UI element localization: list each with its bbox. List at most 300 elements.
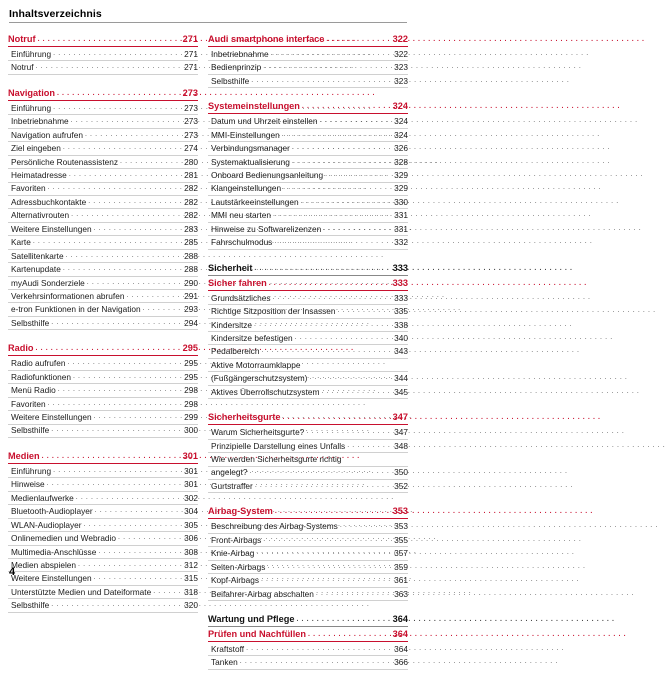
dot-leader — [283, 183, 390, 195]
dot-leader — [51, 425, 180, 437]
toc-entry-page: 350 — [394, 467, 408, 478]
dot-leader — [338, 305, 390, 317]
toc-entry-page: 344 — [394, 373, 408, 384]
toc-entry[interactable] — [8, 236, 198, 248]
dot-leader — [251, 75, 390, 87]
dot-leader — [47, 478, 180, 490]
dot-leader — [38, 33, 180, 46]
toc-entry-page: 361 — [394, 575, 408, 586]
toc-entry[interactable] — [8, 196, 198, 208]
chapter-heading-wrap — [208, 628, 408, 642]
toc-entry[interactable] — [8, 48, 198, 60]
chapter-heading-page: 353 — [392, 506, 408, 517]
toc-entry[interactable] — [8, 250, 198, 262]
chapter-heading-wrap — [208, 411, 408, 425]
dot-leader — [153, 586, 180, 598]
toc-entry-page: 347 — [394, 427, 408, 438]
chapter-heading[interactable] — [208, 411, 408, 424]
toc-entry[interactable] — [208, 534, 408, 546]
toc-entry[interactable] — [208, 480, 408, 492]
dot-leader — [340, 520, 390, 532]
entry-divider — [208, 669, 408, 670]
toc-entry-page: 323 — [394, 62, 408, 73]
toc-entry[interactable] — [8, 183, 198, 195]
chapter-heading[interactable] — [208, 505, 408, 518]
toc-entry-label: Bedienprinzip — [211, 62, 262, 73]
toc-entry-page: 333 — [394, 292, 408, 303]
toc-entry[interactable] — [208, 574, 408, 586]
toc-entry-label: MMI neu starten — [211, 210, 271, 221]
toc-entry[interactable] — [208, 426, 408, 438]
toc-entry-page: 315 — [184, 573, 198, 584]
dot-leader — [292, 156, 390, 168]
toc-entry-page: 293 — [184, 304, 198, 315]
dot-leader — [85, 129, 180, 141]
toc-entry-page: 305 — [184, 519, 198, 530]
toc-entry-page: 298 — [184, 385, 198, 396]
toc-section — [8, 450, 198, 613]
toc-entry-label: Medienlaufwerke — [11, 492, 74, 503]
toc-entry[interactable] — [208, 196, 408, 208]
chapter-heading-wrap — [208, 100, 408, 114]
toc-section — [208, 100, 408, 249]
dot-leader — [323, 223, 390, 235]
dot-leader — [302, 100, 390, 113]
toc-entry[interactable] — [8, 532, 198, 544]
dot-leader — [344, 453, 406, 465]
toc-entry-label: Unterstützte Medien und Dateiformate — [11, 586, 152, 597]
dot-leader — [48, 398, 180, 410]
dot-leader — [282, 129, 390, 141]
toc-entry[interactable] — [8, 277, 198, 289]
chapter-heading[interactable] — [208, 33, 408, 46]
toc-entry-label: Selbsthilfe — [211, 75, 250, 86]
toc-entry-label: Menü Radio — [11, 385, 56, 396]
toc-entry-label: Heimatadresse — [11, 170, 67, 181]
toc-entry-label: Wie werden Sicherheitsgurte richtig — [211, 454, 342, 465]
toc-entry-label: Weitere Einstellungen — [11, 573, 92, 584]
entry-divider — [208, 87, 408, 88]
toc-entry[interactable] — [208, 61, 408, 73]
toc-entry-page: 282 — [184, 183, 198, 194]
toc-entry-label: Kopf-Airbags — [211, 575, 259, 586]
toc-entry[interactable] — [8, 156, 198, 168]
toc-entry-page: 294 — [184, 317, 198, 328]
toc-entry-label: Aktive Motorraumklappe — [211, 359, 301, 370]
dot-leader — [143, 303, 180, 315]
dot-leader — [263, 61, 390, 73]
toc-entry[interactable] — [208, 223, 408, 235]
toc-section — [8, 342, 198, 438]
toc-entry-label: Navigation aufrufen — [11, 129, 83, 140]
toc-entry-page: 326 — [394, 143, 408, 154]
dot-leader — [263, 534, 390, 546]
toc-entry-page: 352 — [394, 480, 408, 491]
toc-entry-label: Seiten-Airbags — [211, 561, 266, 572]
toc-section — [208, 613, 408, 670]
toc-entry[interactable] — [208, 183, 408, 195]
toc-entry-page: 282 — [184, 196, 198, 207]
dot-leader — [67, 357, 180, 369]
dot-leader — [63, 142, 180, 154]
toc-entry-label: Lautstärkeeinstellungen — [211, 196, 299, 207]
toc-entry[interactable] — [208, 345, 408, 357]
toc-entry-label: Richtige Sitzposition der Insassen — [211, 306, 336, 317]
entry-divider — [8, 329, 198, 330]
toc-entry-label: Kraftstoff — [211, 643, 245, 654]
entry-divider — [208, 249, 408, 250]
toc-entry[interactable] — [8, 129, 198, 141]
toc-entry-label: Verkehrsinformationen abrufen — [11, 290, 125, 301]
toc-entry-label: MMI-Einstellungen — [211, 129, 280, 140]
toc-entry-label: Inbetriebnahme — [11, 116, 69, 127]
dot-leader — [94, 572, 180, 584]
toc-entry-page: 348 — [394, 440, 408, 451]
toc-entry-label: Aktives Überrollschutzsystem — [211, 386, 320, 397]
toc-entry[interactable] — [8, 398, 198, 410]
dot-leader — [347, 440, 390, 452]
dot-leader — [295, 332, 390, 344]
toc-entry[interactable] — [8, 102, 198, 114]
entry-divider — [208, 600, 408, 601]
toc-entry[interactable] — [8, 411, 198, 423]
toc-entry[interactable] — [208, 656, 408, 668]
toc-entry-label: Adressbuchkontakte — [11, 196, 87, 207]
dot-leader — [283, 411, 391, 424]
toc-entry[interactable] — [208, 547, 408, 559]
toc-entry[interactable] — [208, 386, 408, 398]
toc-entry[interactable] — [8, 599, 198, 611]
toc-entry-page: 288 — [184, 264, 198, 275]
dot-leader — [309, 372, 390, 384]
toc-entry-page: 357 — [394, 548, 408, 559]
toc-entry[interactable] — [8, 290, 198, 302]
toc-entry-page: 329 — [394, 170, 408, 181]
toc-entry[interactable] — [208, 292, 408, 304]
toc-entry-page: 353 — [394, 521, 408, 532]
dot-leader — [33, 236, 180, 248]
dot-leader — [63, 263, 180, 275]
toc-entry-page: 283 — [184, 223, 198, 234]
toc-entry[interactable] — [8, 263, 198, 275]
toc-entry-page: 329 — [394, 183, 408, 194]
toc-entry[interactable] — [208, 372, 408, 384]
toc-entry-label: Medien abspielen — [11, 559, 77, 570]
toc-entry[interactable] — [208, 332, 408, 344]
toc-entry[interactable] — [208, 440, 408, 452]
toc-entry[interactable] — [208, 142, 408, 154]
dot-leader — [42, 450, 180, 463]
dot-leader — [58, 384, 180, 396]
toc-entry[interactable] — [208, 75, 408, 87]
page-header — [0, 0, 416, 24]
toc-entry-page: 324 — [394, 129, 408, 140]
toc-entry-label: Favoriten — [11, 183, 46, 194]
dot-leader — [275, 505, 390, 518]
toc-entry-label: Onlinemedien und Webradio — [11, 533, 117, 544]
part-heading-wrap — [208, 262, 408, 276]
chapter-heading-page: 322 — [392, 34, 408, 44]
part-heading[interactable] — [208, 262, 408, 275]
toc-entry-page: 328 — [394, 156, 408, 167]
toc-entry[interactable] — [208, 561, 408, 573]
toc-entry-label: Beschreibung des Airbag-Systems — [211, 521, 338, 532]
toc-entry[interactable] — [208, 520, 408, 532]
toc-entry-label: Klangeinstellungen — [211, 183, 282, 194]
toc-entry-page: 330 — [394, 196, 408, 207]
toc-entry-label: WLAN-Audioplayer — [11, 519, 82, 530]
toc-entry[interactable] — [8, 546, 198, 558]
dot-leader — [325, 169, 390, 181]
toc-entry-page: 308 — [184, 546, 198, 557]
toc-entry-page: 271 — [184, 48, 198, 59]
dot-leader — [120, 156, 180, 168]
toc-entry-page: 322 — [394, 48, 408, 59]
part-heading-page: 364 — [392, 614, 408, 624]
toc-entry[interactable] — [8, 61, 198, 73]
chapter-heading-label: Medien — [8, 450, 40, 461]
dot-leader — [69, 169, 180, 181]
dot-leader — [51, 317, 180, 329]
dot-leader — [51, 599, 180, 611]
toc-entry-label: Front-Airbags — [211, 534, 262, 545]
entry-divider — [8, 437, 198, 438]
dot-leader — [274, 236, 390, 248]
toc-entry[interactable] — [208, 209, 408, 221]
toc-entry-label: Bluetooth-Audioplayer — [11, 506, 93, 517]
toc-entry-page: 281 — [184, 170, 198, 181]
toc-entry-label: Weitere Einstellungen — [11, 412, 92, 423]
dot-leader — [98, 546, 180, 558]
chapter-heading[interactable] — [8, 87, 198, 100]
toc-entry-page: 359 — [394, 561, 408, 572]
dot-leader — [246, 643, 390, 655]
toc-entry-label: Verbindungsmanager — [211, 143, 290, 154]
toc-entry-page: 304 — [184, 506, 198, 517]
toc-entry-page: 335 — [394, 306, 408, 317]
dot-leader — [53, 102, 180, 114]
part-heading-wrap — [208, 613, 408, 627]
toc-entry[interactable] — [208, 48, 408, 60]
chapter-heading[interactable] — [208, 628, 408, 641]
toc-entry-page: 290 — [184, 277, 198, 288]
toc-entry-label: Einführung — [11, 102, 52, 113]
toc-entry[interactable] — [8, 142, 198, 154]
chapter-heading[interactable] — [208, 277, 408, 290]
chapter-heading[interactable] — [8, 450, 198, 463]
toc-entry-label: Notruf — [11, 62, 34, 73]
toc-entry-page: 332 — [394, 237, 408, 248]
dot-leader — [36, 61, 180, 73]
toc-section — [208, 262, 408, 400]
toc-entry-label: Multimedia-Anschlüsse — [11, 546, 97, 557]
dot-leader — [88, 196, 180, 208]
toc-section — [208, 505, 408, 601]
dot-leader — [316, 588, 390, 600]
dot-leader — [261, 345, 390, 357]
toc-entry[interactable] — [8, 572, 198, 584]
chapter-heading-label: Radio — [8, 343, 34, 354]
toc-entry-label: Favoriten — [11, 398, 46, 409]
toc-entry[interactable] — [208, 359, 408, 371]
toc-entry-label: Warum Sicherheitsgurte? — [211, 427, 305, 438]
chapter-heading-page: 271 — [182, 34, 198, 44]
toc-entry[interactable] — [8, 223, 198, 235]
toc-entry-page: 301 — [184, 479, 198, 490]
dot-leader — [321, 386, 390, 398]
toc-entry[interactable] — [8, 317, 198, 329]
toc-entry-page: 282 — [184, 210, 198, 221]
toc-entry-page: 312 — [184, 559, 198, 570]
chapter-heading[interactable] — [208, 100, 408, 113]
toc-entry[interactable] — [8, 505, 198, 517]
toc-entry[interactable] — [8, 169, 198, 181]
toc-entry-page: 355 — [394, 534, 408, 545]
toc-entry-page: 338 — [394, 319, 408, 330]
toc-entry[interactable] — [8, 425, 198, 437]
toc-entry[interactable] — [208, 129, 408, 141]
toc-entry-page: 363 — [394, 588, 408, 599]
toc-right-column — [208, 33, 408, 682]
dot-leader — [301, 196, 390, 208]
dot-leader — [320, 115, 390, 127]
dot-leader — [73, 371, 180, 383]
dot-leader — [57, 87, 180, 100]
chapter-heading-page: 347 — [392, 412, 408, 423]
entry-divider — [8, 612, 198, 613]
entry-divider — [8, 74, 198, 75]
toc-entry-page: 340 — [394, 332, 408, 343]
toc-entry[interactable] — [8, 384, 198, 396]
toc-entry-label: Beifahrer-Airbag abschalten — [211, 588, 314, 599]
toc-entry[interactable] — [208, 588, 408, 600]
dot-leader — [254, 319, 390, 331]
toc-entry-label: Pedalbereich — [211, 346, 260, 357]
toc-entry[interactable] — [8, 209, 198, 221]
dot-leader — [292, 142, 390, 154]
chapter-heading-label: Airbag-System — [208, 506, 273, 517]
toc-entry[interactable] — [8, 492, 198, 504]
dot-leader — [94, 411, 180, 423]
toc-entry-label: Karte — [11, 237, 31, 248]
toc-entry-page: 302 — [184, 492, 198, 503]
toc-entry[interactable] — [208, 643, 408, 655]
toc-entry[interactable] — [8, 519, 198, 531]
toc-entry-page: 298 — [184, 398, 198, 409]
toc-entry-label: Prinzipielle Darstellung eines Unfalls — [211, 440, 346, 451]
toc-entry-label: Inbetriebnahme — [211, 48, 269, 59]
toc-entry-label: myAudi Sonderziele — [11, 277, 85, 288]
toc-entry-label: angelegt? — [211, 467, 248, 478]
dot-leader — [126, 290, 180, 302]
toc-entry-page: 285 — [184, 237, 198, 248]
toc-entry-page: 299 — [184, 412, 198, 423]
toc-entry-label: Selbsthilfe — [11, 317, 50, 328]
toc-entry-page: 273 — [184, 116, 198, 127]
chapter-heading[interactable] — [8, 33, 198, 46]
toc-entry-label: Selbsthilfe — [11, 425, 50, 436]
toc-entry[interactable] — [8, 559, 198, 571]
toc-entry[interactable] — [208, 236, 408, 248]
toc-entry-label: Alternativrouten — [11, 210, 70, 221]
part-heading[interactable] — [208, 613, 408, 626]
toc-entry-label: Radio aufrufen — [11, 358, 66, 369]
toc-entry[interactable] — [8, 357, 198, 369]
dot-leader — [308, 628, 390, 641]
chapter-heading[interactable] — [8, 342, 198, 355]
dot-leader — [66, 250, 180, 262]
chapter-heading-wrap — [8, 450, 198, 464]
chapter-heading-page: 295 — [182, 343, 198, 354]
toc-entry[interactable] — [208, 169, 408, 181]
toc-entry-label: Einführung — [11, 465, 52, 476]
entry-divider — [208, 398, 408, 399]
toc-section — [8, 87, 198, 330]
toc-entry[interactable] — [8, 303, 198, 315]
toc-entry-label: Fahrschulmodus — [211, 237, 273, 248]
chapter-heading-wrap — [8, 342, 198, 356]
toc-entry[interactable] — [208, 453, 408, 465]
toc-entry-page: 343 — [394, 346, 408, 357]
toc-entry-label: Kartenupdate — [11, 264, 61, 275]
dot-leader — [255, 480, 390, 492]
toc-entry-page: 288 — [184, 250, 198, 261]
dot-leader — [273, 209, 390, 221]
toc-entry[interactable] — [8, 371, 198, 383]
toc-entry-page: 273 — [184, 129, 198, 140]
dot-leader — [269, 277, 390, 290]
toc-entry-label: Datum und Uhrzeit einstellen — [211, 116, 318, 127]
dot-leader — [78, 559, 180, 571]
toc-entry[interactable] — [208, 319, 408, 331]
toc-entry-label: Onboard Bedienungsanleitung — [211, 170, 324, 181]
dot-leader — [302, 359, 406, 371]
dot-leader — [84, 519, 180, 531]
toc-entry-label: Kindersitze befestigen — [211, 332, 293, 343]
toc-entry-label: Selbsthilfe — [11, 600, 50, 611]
toc-entry[interactable] — [8, 586, 198, 598]
toc-entry[interactable] — [208, 115, 408, 127]
dot-leader — [71, 115, 180, 127]
chapter-heading-wrap — [208, 33, 408, 47]
toc-entry[interactable] — [208, 305, 408, 317]
toc-entry[interactable] — [8, 478, 198, 490]
dot-leader — [296, 613, 390, 626]
toc-entry[interactable] — [208, 156, 408, 168]
dot-leader — [76, 492, 180, 504]
toc-entry-label: Grundsätzliches — [211, 292, 271, 303]
chapter-heading-label: Sicherheitsgurte — [208, 412, 281, 423]
toc-entry-page: 331 — [394, 223, 408, 234]
part-heading-page: 333 — [392, 262, 408, 273]
page-number: 4 — [9, 566, 16, 578]
chapter-heading-page: 324 — [392, 101, 408, 112]
toc-entry[interactable] — [208, 467, 408, 479]
dot-leader — [306, 426, 390, 438]
chapter-heading-label: Systemeinstellungen — [208, 101, 300, 112]
dot-leader — [95, 505, 180, 517]
toc-entry-label: Satellitenkarte — [11, 250, 64, 261]
toc-entry[interactable] — [8, 465, 198, 477]
toc-entry-page: 364 — [394, 643, 408, 654]
toc-entry-label: Weitere Einstellungen — [11, 223, 92, 234]
dot-leader — [326, 33, 390, 46]
toc-entry[interactable] — [8, 115, 198, 127]
toc-entry-page: 301 — [184, 465, 198, 476]
toc-entry-label: Gurtstraffer — [211, 480, 253, 491]
toc-entry-page: 318 — [184, 586, 198, 597]
chapter-heading-wrap — [208, 277, 408, 291]
